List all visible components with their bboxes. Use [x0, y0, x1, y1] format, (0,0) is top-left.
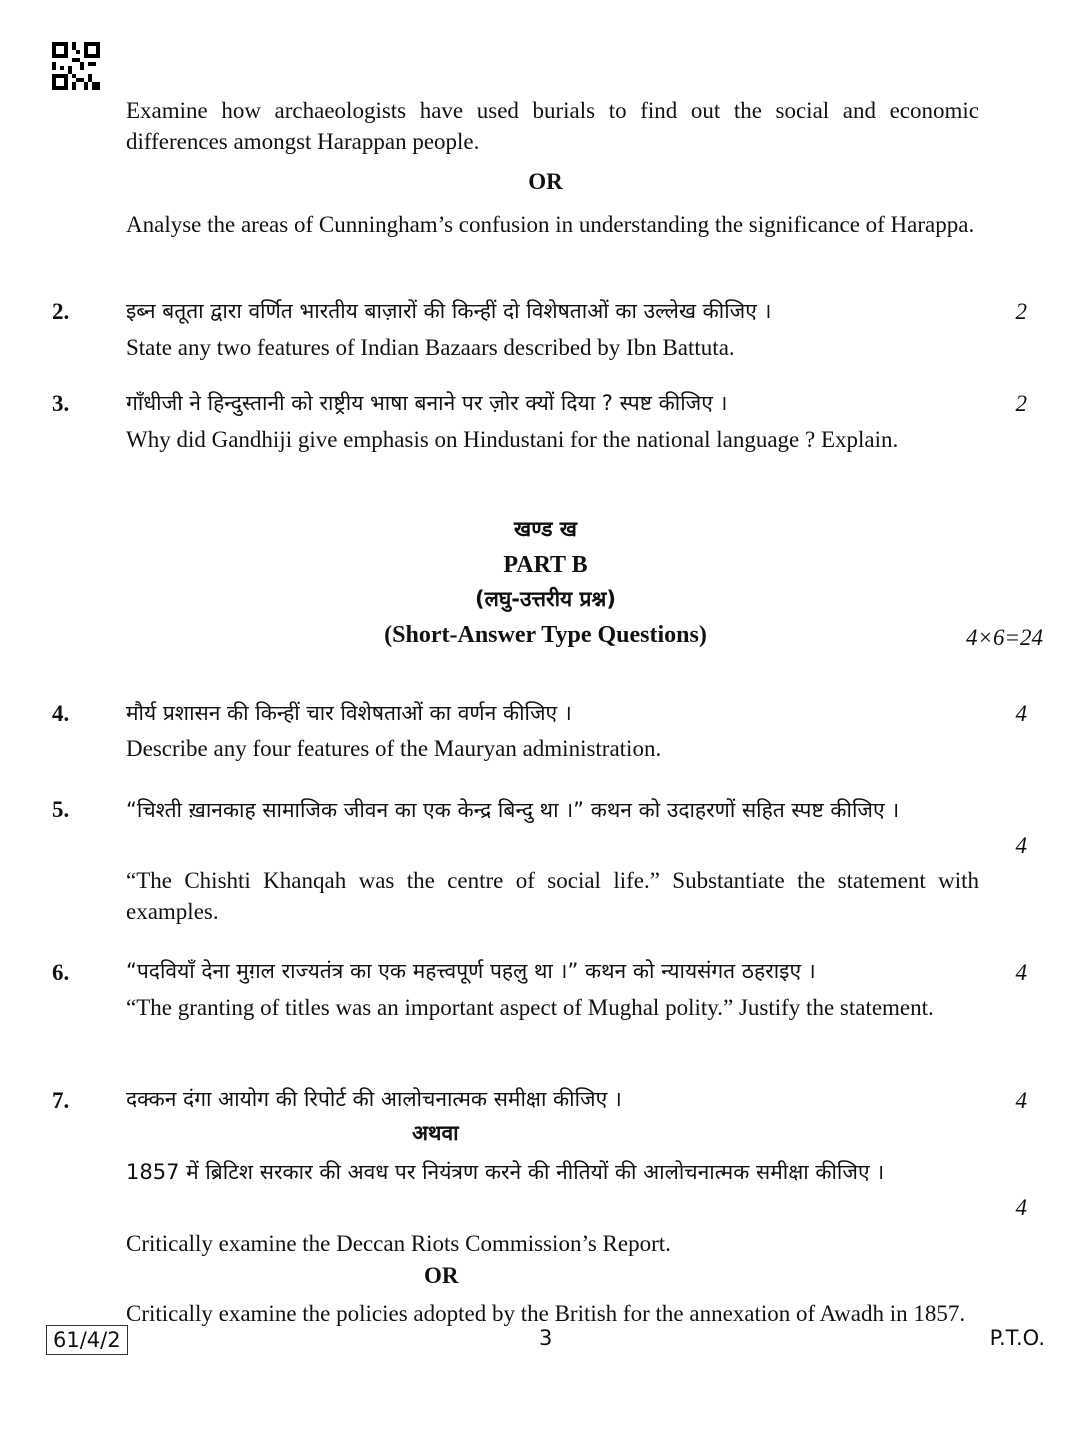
question-hindi-text: मौर्य प्रशासन की किन्हीं चार विशेषताओं का वर्णन कीजिए ।: [126, 701, 572, 725]
question-number: 2.: [52, 299, 70, 324]
question-english-text: “The Chishti Khanqah was the centre of social life.” Substantiate the statement with examples.: [126, 868, 979, 924]
pto-label: P.T.O.: [989, 1326, 1045, 1350]
question-number: 4.: [52, 701, 70, 726]
q1-or-label: OR: [528, 169, 563, 194]
question-marks: 4: [1015, 960, 1027, 985]
question-english-alternative: Critically examine the policies adopted by the British for the annexation of Awadh in 1857.: [126, 1301, 966, 1326]
question-marks: 2: [1015, 299, 1027, 324]
paper-code: 61/4/2: [46, 1325, 128, 1355]
question-english-text: Critically examine the Deccan Riots Commission’s Report.: [126, 1231, 671, 1256]
question-alt-marks: 4: [1015, 1195, 1027, 1220]
question-hindi-text: इब्न बतूता द्वारा वर्णित भारतीय बाज़ारों की किन्हीं दो विशेषताओं का उल्लेख कीजिए ।: [126, 299, 772, 323]
question-english-text: State any two features of Indian Bazaars described by Ibn Battuta.: [126, 335, 735, 360]
question-hindi-text: दक्कन दंगा आयोग की रिपोर्ट की आलोचनात्मक समीक्षा कीजिए ।: [126, 1087, 622, 1111]
question-number: 7.: [52, 1088, 70, 1113]
question-marks: 4: [1015, 1088, 1027, 1113]
question-marks: 4: [1015, 833, 1027, 858]
question-english-text: Describe any four features of the Mauryan administration.: [126, 736, 662, 761]
question-number: 6.: [52, 960, 70, 985]
section-subtitle: (Short-Answer Type Questions): [384, 622, 707, 648]
question-number: 3.: [52, 391, 70, 416]
question-hindi-text: “पदवियाँ देना मुग़ल राज्यतंत्र का एक महत्त्वपूर्ण पहलु था ।” कथन को न्यायसंगत ठहराइए ।: [126, 959, 816, 983]
question-hindi-alternative: 1857 में ब्रिटिश सरकार की अवध पर नियंत्रण करने की नीतियों की आलोचनात्मक समीक्षा कीजिए ।: [126, 1160, 885, 1184]
question-marks: 2: [1015, 391, 1027, 416]
question-hindi-text: “चिश्ती ख़ानकाह सामाजिक जीवन का एक केन्द्र बिन्दु था ।” कथन को उदाहरणों सहित स्पष्ट कीजिए ।: [126, 798, 900, 822]
section-hindi-title: खण्ड ख: [514, 517, 577, 541]
section-hindi-subtitle: (लघु-उत्तरीय प्रश्न): [475, 587, 616, 611]
question-number: 5.: [52, 797, 70, 822]
question-english-text: Why did Gandhiji give emphasis on Hindustani for the national language ? Explain.: [126, 427, 899, 452]
hindi-or-label: अथवा: [412, 1121, 459, 1145]
qr-code-icon: [52, 42, 100, 90]
question-marks: 4: [1015, 701, 1027, 726]
section-title: PART B: [503, 552, 588, 578]
question-english-text: “The granting of titles was an important aspect of Mughal polity.” Justify the statement.: [126, 995, 934, 1020]
q1-alternative-text: Analyse the areas of Cunningham’s confusion in understanding the significance of Harappa.: [126, 212, 975, 237]
page-number: 3: [539, 1326, 553, 1350]
question-hindi-text: गाँधीजी ने हिन्दुस्तानी को राष्ट्रीय भाषा बनाने पर ज़ोर क्यों दिया ? स्पष्ट कीजिए ।: [126, 391, 728, 415]
english-or-label: OR: [424, 1263, 459, 1288]
section-marks-total: 4×6=24: [965, 625, 1043, 650]
q1-question-text: Examine how archaeologists have used burials to find out the social and economic differences amongst Harappan people.: [126, 98, 979, 154]
